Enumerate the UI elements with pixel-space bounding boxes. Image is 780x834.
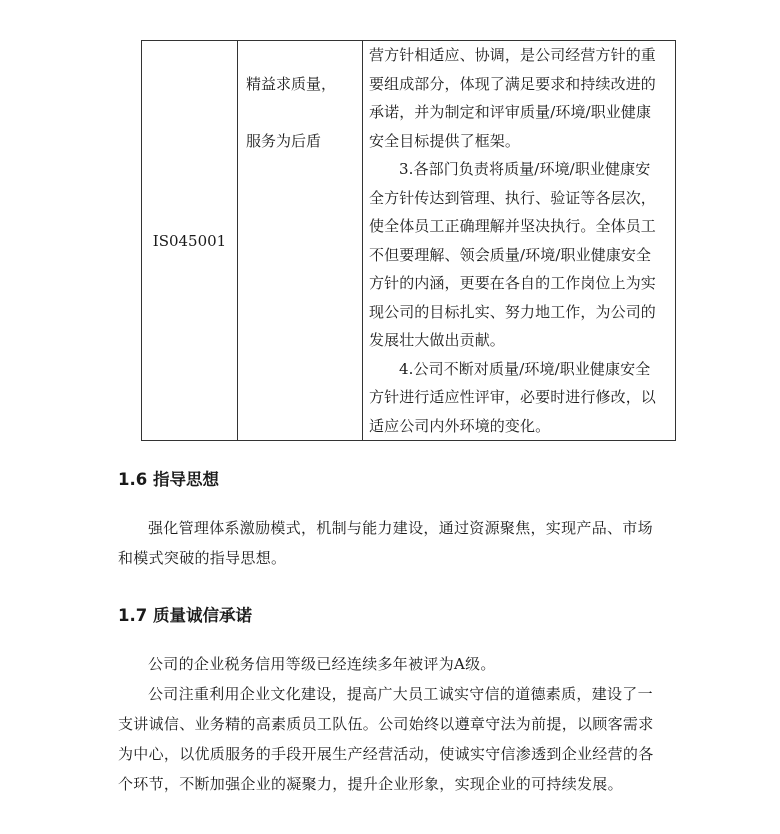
paragraph-line: 强化管理体系激励模式，机制与能力建设，通过资源聚焦，实现产品、市场 — [148, 519, 653, 537]
content-cell — [363, 41, 676, 441]
content-line: 4.公司不断对质量/环境/职业健康安全 — [399, 359, 651, 378]
slogan-line: 精益求质量， — [246, 74, 337, 93]
content-line: 使全体员工正确理解并坚决执行。全体员工 — [369, 217, 656, 235]
section-heading-1-6: 1.6 指导思想 — [118, 470, 219, 489]
section-1-7-paragraph-1 — [118, 649, 678, 679]
slogan-cell — [238, 41, 363, 441]
standard-cell — [142, 41, 238, 441]
section-1-6-paragraph — [118, 513, 678, 573]
content-line: 现公司的目标扎实、努力地工作，为公司的 — [369, 302, 656, 321]
slogan-line: 服务为后盾 — [246, 131, 322, 150]
content-line: 营方针相适应、协调，是公司经营方针的重 — [369, 46, 656, 64]
content-line: 3.各部门负责将质量/环境/职业健康安 — [399, 160, 651, 178]
policy-table — [141, 40, 676, 441]
content-line: 适应公司内外环境的变化。 — [369, 416, 551, 435]
section-1-7-paragraph-2 — [118, 679, 678, 799]
table-row — [142, 41, 676, 441]
content-line: 全方针传达到管理、执行、验证等各层次， — [369, 188, 656, 207]
paragraph-line: 支讲诚信、业务精的高素质员工队伍。公司始终以遵章守法为前提，以顾客需求 — [118, 715, 654, 733]
paragraph-line: 个环节，不断加强企业的凝聚力，提升企业形象，实现企业的可持续发展。 — [118, 775, 623, 793]
content-line: 不但要理解、领会质量/环境/职业健康安全 — [369, 245, 652, 264]
content-line: 安全目标提供了框架。 — [369, 131, 521, 150]
paragraph-line: 为中心，以优质服务的手段开展生产经营活动，使诚实守信渗透到企业经营的各 — [118, 745, 654, 763]
content-line: 方针进行适应性评审，必要时进行修改，以 — [369, 388, 656, 406]
standard-code: IS045001 — [152, 231, 227, 250]
paragraph-line: 公司的企业税务信用等级已经连续多年被评为A级。 — [148, 655, 496, 673]
section-heading-1-7: 1.7 质量诚信承诺 — [118, 606, 252, 625]
paragraph-line: 公司注重利用企业文化建设，提高广大员工诚实守信的道德素质，建设了一 — [148, 685, 653, 703]
paragraph-line: 和模式突破的指导思想。 — [118, 549, 287, 567]
content-line: 要组成部分，体现了满足要求和持续改进的 — [369, 74, 656, 93]
content-line: 发展壮大做出贡献。 — [369, 331, 505, 349]
content-line: 承诺，并为制定和评审质量/环境/职业健康 — [369, 103, 652, 121]
content-line: 方针的内涵，更要在各自的工作岗位上为实 — [369, 274, 656, 292]
